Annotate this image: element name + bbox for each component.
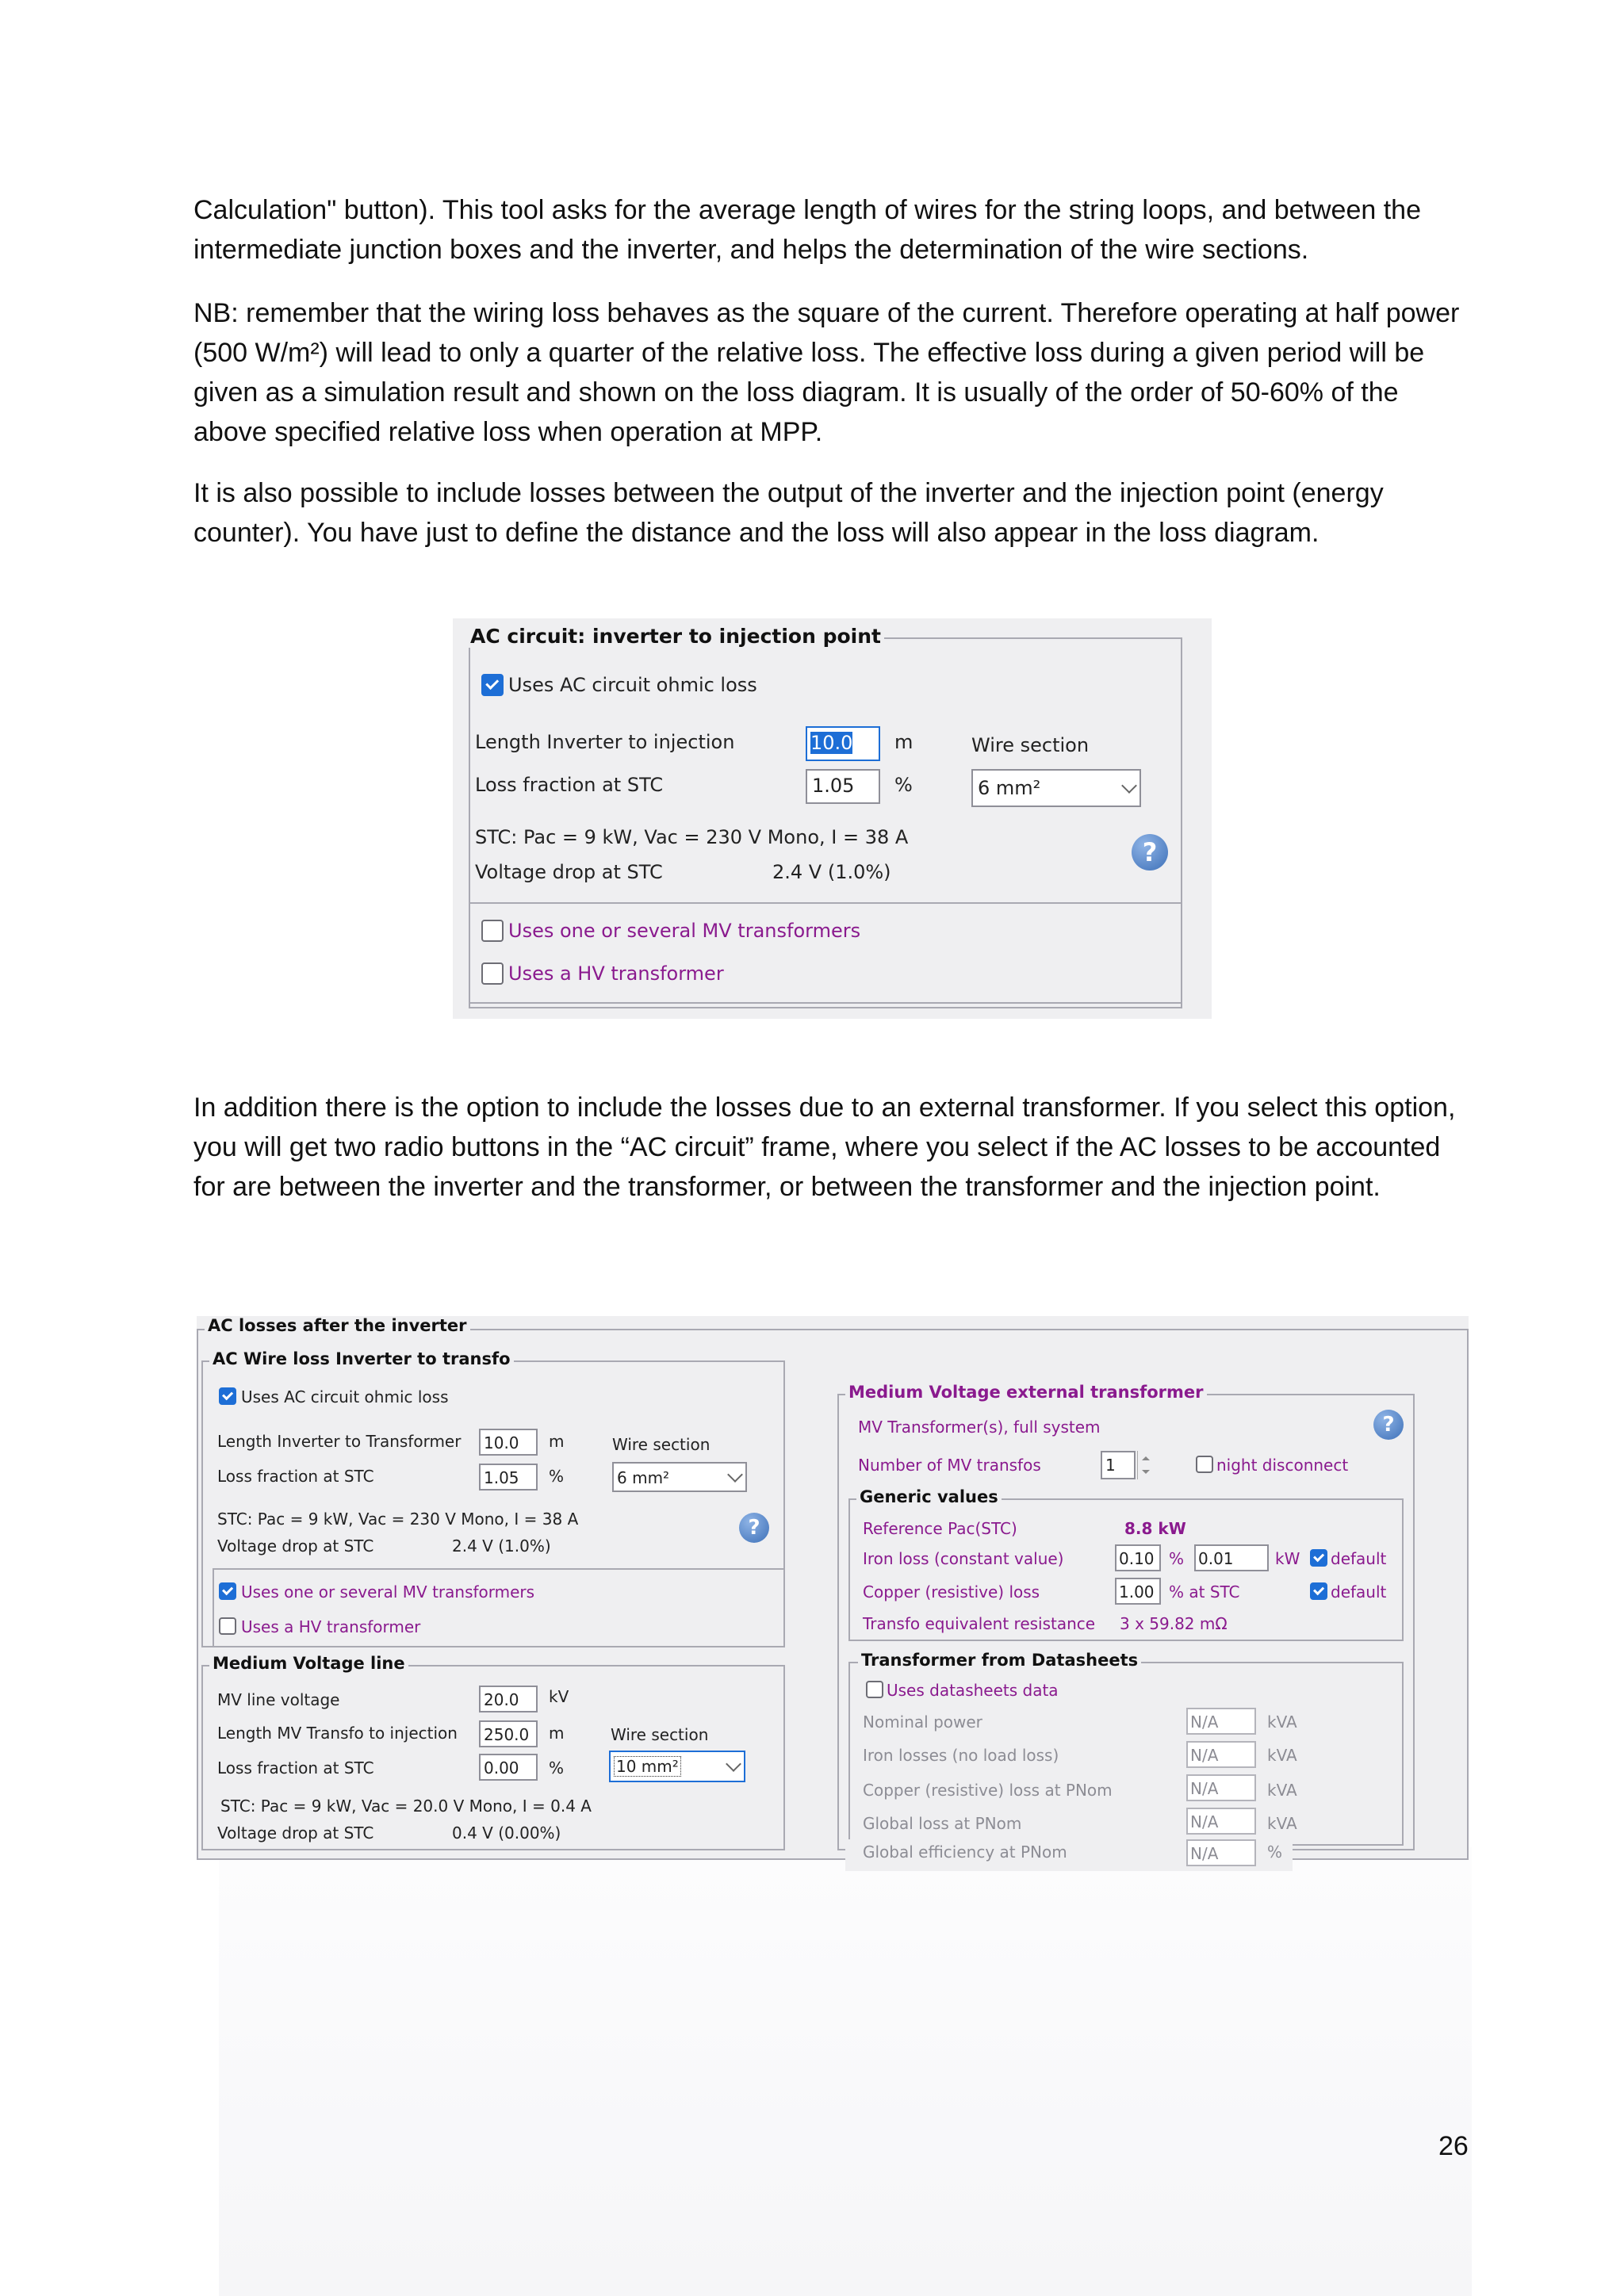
uses-datasheets-checkbox[interactable] — [866, 1681, 883, 1698]
datasheet-row-input[interactable]: N/A — [1186, 1774, 1256, 1801]
uses-datasheets-label: Uses datasheets data — [887, 1681, 1059, 1700]
iron-loss-label: Iron loss (constant value) — [863, 1549, 1064, 1568]
datasheet-row-label: Global loss at PNom — [863, 1814, 1022, 1833]
wire-section-select[interactable]: 6 mm² — [971, 769, 1141, 807]
datasheets-title: Transformer from Datasheets — [858, 1651, 1141, 1670]
mv-length-label: Length MV Transfo to injection — [217, 1724, 458, 1743]
uses-ac-loss-label: Uses AC circuit ohmic loss — [508, 674, 757, 696]
datasheet-row-unit: % — [1267, 1843, 1283, 1862]
copper-default-checkbox[interactable] — [1310, 1582, 1327, 1600]
mv-voltage-label: MV line voltage — [217, 1690, 340, 1709]
uses-mv-transformer-label: Uses one or several MV transformers — [508, 920, 861, 942]
mv-length-unit: m — [549, 1724, 565, 1743]
iron-loss-pct-unit: % — [1169, 1549, 1185, 1568]
ac-losses-dialog — [197, 1316, 1469, 1860]
datasheet-row-input[interactable]: N/A — [1186, 1708, 1256, 1735]
mv-wire-section-label: Wire section — [611, 1725, 709, 1744]
wire-uses-hv-checkbox[interactable] — [219, 1617, 236, 1635]
ac-circuit-title: AC circuit: inverter to injection point — [467, 625, 884, 648]
wire-uses-ac-loss-label: Uses AC circuit ohmic loss — [241, 1387, 449, 1406]
ref-pac-label: Reference Pac(STC) — [863, 1519, 1017, 1538]
wire-stc-text: STC: Pac = 9 kW, Vac = 230 V Mono, I = 38 A — [217, 1510, 579, 1529]
uses-hv-transformer-label: Uses a HV transformer — [508, 962, 724, 985]
wire-uses-hv-label: Uses a HV transformer — [241, 1617, 421, 1636]
length-input[interactable]: 10.0 — [806, 726, 880, 761]
loss-fraction-label: Loss fraction at STC — [475, 774, 664, 796]
datasheet-row-unit: kVA — [1267, 1781, 1297, 1800]
wire-section-select-2[interactable]: 6 mm² — [612, 1462, 747, 1492]
number-transfos-label: Number of MV transfos — [858, 1456, 1041, 1475]
datasheet-row-unit: kVA — [1267, 1746, 1297, 1765]
help-icon[interactable]: ? — [1373, 1410, 1404, 1440]
datasheet-row-label: Global efficiency at PNom — [863, 1843, 1067, 1862]
chevron-down-icon — [727, 1467, 743, 1483]
wire-length-label: Length Inverter to Transformer — [217, 1432, 462, 1451]
mv-voltage-input[interactable]: 20.0 — [479, 1686, 538, 1712]
mv-voltage-unit: kV — [549, 1687, 569, 1706]
page-shade — [219, 1847, 1472, 2296]
voltage-drop-label: Voltage drop at STC — [475, 861, 663, 883]
mv-voltage-drop-value: 0.4 V (0.00%) — [452, 1823, 561, 1843]
night-disconnect-label: night disconnect — [1216, 1456, 1349, 1475]
page-number: 26 — [1438, 2131, 1469, 2161]
help-icon[interactable]: ? — [1132, 834, 1168, 871]
datasheet-row-input[interactable]: N/A — [1186, 1741, 1256, 1768]
wire-uses-mv-label: Uses one or several MV transformers — [241, 1582, 535, 1601]
equiv-resistance-value: 3 x 59.82 mΩ — [1120, 1614, 1228, 1633]
wire-section-label: Wire section — [971, 734, 1090, 756]
wire-length-unit: m — [549, 1432, 565, 1451]
paragraph-4: In addition there is the option to include the losses due to an external transformer. If you select this option, you will get two radio buttons in the “AC circuit” frame, where you select if the AC losses to be accounted for are between the inverter and the transformer, or between the transformer and the injection point. — [193, 1093, 1456, 1202]
datasheet-row-unit: kVA — [1267, 1814, 1297, 1833]
copper-loss-label: Copper (resistive) loss — [863, 1582, 1040, 1601]
uses-mv-transformer-checkbox[interactable] — [481, 920, 504, 942]
mv-transformer-subtitle: MV Transformer(s), full system — [858, 1418, 1101, 1437]
loss-fraction-unit: % — [894, 774, 913, 796]
ref-pac-value: 8.8 kW — [1124, 1519, 1186, 1538]
datasheet-row-label: Iron losses (no load loss) — [863, 1746, 1059, 1765]
wire-uses-mv-checkbox[interactable] — [219, 1582, 236, 1600]
mv-line-title: Medium Voltage line — [209, 1654, 408, 1673]
number-transfos-input[interactable]: 1 — [1101, 1451, 1136, 1479]
stc-text: STC: Pac = 9 kW, Vac = 230 V Mono, I = 38 A — [475, 826, 909, 848]
datasheet-row-label: Nominal power — [863, 1712, 982, 1732]
iron-loss-kw-input[interactable]: 0.01 — [1194, 1544, 1269, 1571]
transformer-options-frame — [469, 902, 1182, 1004]
paragraph-1: Calculation" button). This tool asks for the average length of wires for the string loops, and between the intermediate junction boxes and the inverter, and helps the determination of the wire sections. — [193, 195, 1421, 265]
copper-default-label: default — [1331, 1582, 1387, 1601]
wire-loss-unit: % — [549, 1467, 565, 1486]
chevron-down-icon — [726, 1756, 741, 1772]
ac-circuit-dialog — [453, 618, 1212, 1019]
datasheet-row-label: Copper (resistive) loss at PNom — [863, 1781, 1113, 1800]
mv-loss-label: Loss fraction at STC — [217, 1758, 374, 1777]
iron-loss-pct-input[interactable]: 0.10 — [1115, 1544, 1161, 1571]
mv-wire-section-select[interactable]: 10 mm² — [609, 1751, 745, 1782]
wire-loss-label: Loss fraction at STC — [217, 1467, 374, 1486]
wire-length-input[interactable]: 10.0 — [479, 1429, 538, 1456]
equiv-resistance-label: Transfo equivalent resistance — [863, 1614, 1096, 1633]
wire-uses-ac-loss-checkbox[interactable] — [219, 1387, 236, 1405]
iron-loss-kw-unit: kW — [1275, 1549, 1300, 1568]
generic-values-title: Generic values — [856, 1487, 1002, 1506]
length-unit: m — [894, 731, 914, 753]
wire-voltage-drop-value: 2.4 V (1.0%) — [452, 1536, 551, 1556]
night-disconnect-checkbox[interactable] — [1196, 1456, 1213, 1473]
paragraph-3: It is also possible to include losses between the output of the inverter and the injection point (energy counter). You have just to define the distance and the loss will also appear in the loss diagram. — [193, 478, 1384, 548]
chevron-down-icon — [1121, 778, 1137, 794]
mv-loss-unit: % — [549, 1758, 565, 1777]
uses-hv-transformer-checkbox[interactable] — [481, 962, 504, 985]
datasheet-row-input[interactable]: N/A — [1186, 1808, 1256, 1835]
length-label: Length Inverter to injection — [475, 731, 735, 753]
iron-default-label: default — [1331, 1549, 1387, 1568]
iron-default-checkbox[interactable] — [1310, 1549, 1327, 1567]
mv-loss-input[interactable]: 0.00 — [479, 1754, 538, 1781]
wire-section-label-2: Wire section — [612, 1435, 710, 1454]
wire-voltage-drop-label: Voltage drop at STC — [217, 1536, 374, 1556]
copper-loss-unit: % at STC — [1169, 1582, 1240, 1601]
voltage-drop-value: 2.4 V (1.0%) — [772, 861, 891, 883]
loss-fraction-input[interactable]: 1.05 — [806, 769, 880, 804]
help-icon[interactable]: ? — [739, 1513, 769, 1543]
mv-length-input[interactable]: 250.0 — [479, 1720, 538, 1747]
mv-voltage-drop-label: Voltage drop at STC — [217, 1823, 374, 1843]
datasheet-last-row — [845, 1839, 1293, 1871]
ac-losses-title: AC losses after the inverter — [205, 1316, 470, 1335]
datasheet-row-unit: kVA — [1267, 1712, 1297, 1732]
ac-wire-loss-title: AC Wire loss Inverter to transfo — [209, 1349, 514, 1368]
number-transfos-spinner[interactable] — [1137, 1451, 1154, 1479]
uses-ac-loss-checkbox[interactable] — [481, 674, 504, 696]
mv-transformer-title: Medium Voltage external transformer — [845, 1383, 1207, 1402]
paragraph-2: NB: remember that the wiring loss behaves as the square of the current. Therefore operating at half power (500 W/m²) will lead to only a quarter of the relative loss. The effective loss during a given period will be given as a simulation result and shown on the loss diagram. It is usually of the order of 50-60% of the above specified relative loss when operation at MPP. — [193, 298, 1460, 447]
mv-stc-text: STC: Pac = 9 kW, Vac = 20.0 V Mono, I = 0.4 A — [220, 1797, 592, 1816]
datasheet-row-input[interactable]: N/A — [1186, 1839, 1256, 1866]
copper-loss-input[interactable]: 1.00 — [1115, 1578, 1161, 1605]
wire-loss-input[interactable]: 1.05 — [479, 1464, 538, 1490]
